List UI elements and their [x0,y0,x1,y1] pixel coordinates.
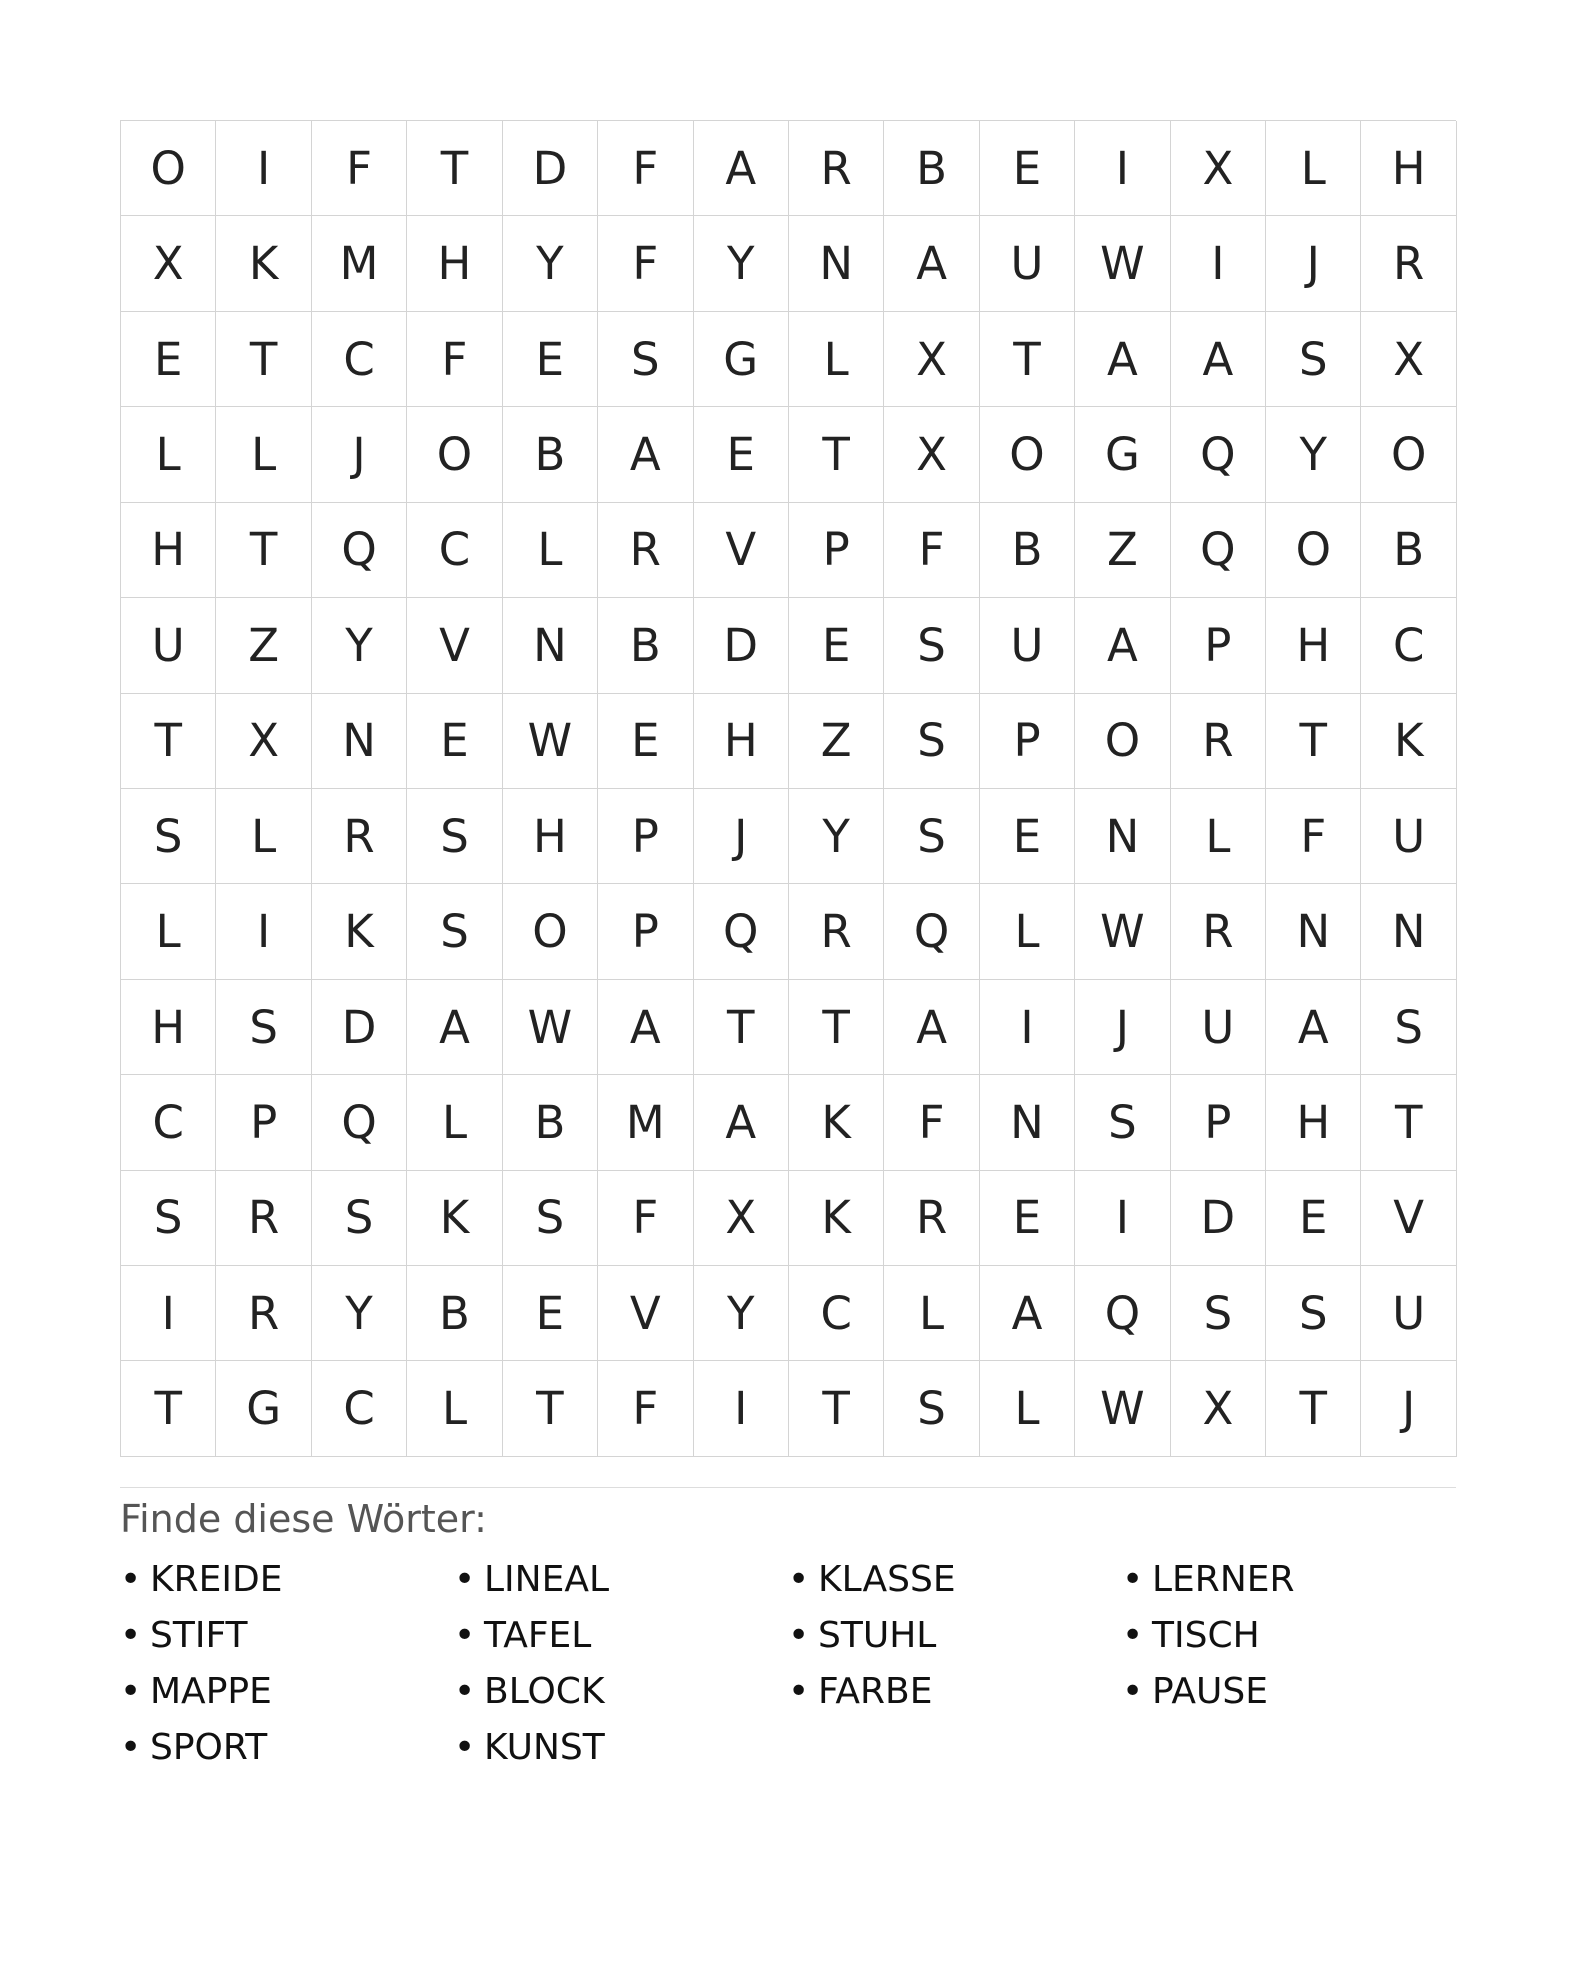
grid-cell[interactable]: X [216,694,311,789]
grid-cell[interactable]: G [216,1361,311,1456]
word-label: FARBE [818,1670,933,1712]
grid-cell[interactable]: E [503,312,598,407]
grid-cell[interactable]: T [1266,694,1361,789]
grid-cell[interactable]: T [121,694,216,789]
grid-cell[interactable]: S [884,598,979,693]
grid-cell[interactable]: Y [694,1266,789,1361]
grid-cell[interactable]: K [789,1075,884,1170]
word-label: KLASSE [818,1558,956,1600]
word-list-item [120,1664,454,1720]
bullet-icon: • [788,1558,810,1600]
grid-cell[interactable]: T [980,312,1075,407]
bullet-icon: • [1122,1670,1144,1712]
grid-cell[interactable]: D [1171,1171,1266,1266]
grid-cell[interactable]: V [598,1266,693,1361]
bullet-icon: • [1122,1558,1144,1600]
grid-cell[interactable]: P [598,789,693,884]
grid-cell[interactable]: F [884,503,979,598]
grid-cell[interactable]: O [1075,694,1170,789]
grid-cell[interactable]: U [1171,980,1266,1075]
grid-cell[interactable]: P [1171,1075,1266,1170]
grid-cell[interactable]: E [598,694,693,789]
grid-cell[interactable]: L [980,884,1075,979]
grid-cell[interactable]: C [789,1266,884,1361]
grid-cell[interactable]: F [598,1361,693,1456]
grid-cell[interactable]: C [312,312,407,407]
grid-cell[interactable]: T [121,1361,216,1456]
divider [120,1487,1456,1488]
word-list-item [788,1552,1122,1608]
letter-grid [120,120,1456,1457]
grid-cell[interactable]: Y [789,789,884,884]
grid-cell[interactable]: C [407,503,502,598]
grid-cell[interactable]: Q [1171,407,1266,502]
grid-cell[interactable]: N [1361,884,1456,979]
word-list-item [788,1608,1122,1664]
grid-cell[interactable]: T [407,121,502,216]
grid-cell[interactable]: G [694,312,789,407]
grid-cell[interactable]: N [980,1075,1075,1170]
grid-cell[interactable]: L [216,407,311,502]
grid-cell[interactable]: Q [1075,1266,1170,1361]
grid-cell[interactable]: X [1171,1361,1266,1456]
grid-cell[interactable]: O [503,884,598,979]
grid-cell[interactable]: Q [312,503,407,598]
grid-cell[interactable]: E [121,312,216,407]
grid-cell[interactable]: A [980,1266,1075,1361]
word-label: LINEAL [484,1558,610,1600]
word-list [120,1552,1456,1776]
bullet-icon: • [454,1614,476,1656]
grid-cell[interactable]: T [216,312,311,407]
grid-cell[interactable]: P [980,694,1075,789]
word-list-item [120,1552,454,1608]
grid-cell[interactable]: M [598,1075,693,1170]
grid-cell[interactable]: I [1171,216,1266,311]
grid-cell[interactable]: M [312,216,407,311]
grid-cell[interactable]: W [503,694,598,789]
grid-cell[interactable]: A [1075,598,1170,693]
grid-cell[interactable]: N [789,216,884,311]
bullet-icon: • [454,1670,476,1712]
grid-cell[interactable]: U [121,598,216,693]
grid-cell[interactable]: F [1266,789,1361,884]
grid-cell[interactable]: O [1361,407,1456,502]
grid-cell[interactable]: L [1171,789,1266,884]
grid-cell[interactable]: A [407,980,502,1075]
grid-cell[interactable]: N [503,598,598,693]
word-label: TISCH [1152,1614,1260,1656]
grid-cell[interactable]: S [1266,312,1361,407]
grid-cell[interactable]: P [216,1075,311,1170]
grid-cell[interactable]: Q [694,884,789,979]
grid-cell[interactable]: J [1075,980,1170,1075]
grid-cell[interactable]: I [216,884,311,979]
grid-cell[interactable]: P [789,503,884,598]
grid-cell[interactable]: A [694,1075,789,1170]
grid-cell[interactable]: D [694,598,789,693]
grid-cell[interactable]: H [694,694,789,789]
grid-cell[interactable]: A [598,407,693,502]
grid-cell[interactable]: A [884,216,979,311]
grid-cell[interactable]: A [598,980,693,1075]
grid-cell[interactable]: H [1266,1075,1361,1170]
grid-cell[interactable]: X [694,1171,789,1266]
grid-cell[interactable]: E [694,407,789,502]
grid-cell[interactable]: K [1361,694,1456,789]
grid-cell[interactable]: R [598,503,693,598]
grid-cell[interactable]: T [503,1361,598,1456]
grid-cell[interactable]: P [598,884,693,979]
word-list-item [454,1720,788,1776]
grid-cell[interactable]: R [1171,884,1266,979]
word-label: KREIDE [150,1558,283,1600]
grid-cell[interactable]: T [789,407,884,502]
grid-cell[interactable]: H [1266,598,1361,693]
grid-cell[interactable]: F [312,121,407,216]
word-label: BLOCK [484,1670,605,1712]
grid-cell[interactable]: J [1361,1361,1456,1456]
word-label: STIFT [150,1614,248,1656]
word-list-item [454,1664,788,1720]
grid-cell[interactable]: R [312,789,407,884]
grid-cell[interactable]: A [1075,312,1170,407]
grid-cell[interactable]: T [694,980,789,1075]
word-list-item [1122,1552,1456,1608]
grid-cell[interactable]: W [1075,1361,1170,1456]
grid-cell[interactable]: R [216,1171,311,1266]
grid-cell[interactable]: W [503,980,598,1075]
grid-cell[interactable]: B [884,121,979,216]
grid-cell[interactable]: S [1266,1266,1361,1361]
grid-cell[interactable]: R [789,884,884,979]
grid-cell[interactable]: B [598,598,693,693]
grid-cell[interactable]: F [884,1075,979,1170]
grid-cell[interactable]: H [503,789,598,884]
grid-cell[interactable]: U [1361,1266,1456,1361]
grid-cell[interactable]: B [503,1075,598,1170]
word-list-item [454,1552,788,1608]
grid-cell[interactable]: E [407,694,502,789]
grid-cell[interactable]: U [980,216,1075,311]
grid-cell[interactable]: B [407,1266,502,1361]
grid-cell[interactable]: I [980,980,1075,1075]
grid-cell[interactable]: H [121,503,216,598]
grid-cell[interactable]: V [407,598,502,693]
grid-cell[interactable]: T [789,1361,884,1456]
grid-cell[interactable]: I [694,1361,789,1456]
word-label: SPORT [150,1726,268,1768]
grid-cell[interactable]: X [1361,312,1456,407]
word-list-item [1122,1608,1456,1664]
grid-cell[interactable]: X [884,312,979,407]
word-search-puzzle [120,120,1456,1776]
word-label: TAFEL [484,1614,592,1656]
grid-cell[interactable]: V [1361,1171,1456,1266]
grid-cell[interactable]: S [216,980,311,1075]
bullet-icon: • [120,1614,142,1656]
grid-cell[interactable]: T [1361,1075,1456,1170]
grid-cell[interactable]: Y [1266,407,1361,502]
word-list-item [120,1720,454,1776]
grid-cell[interactable]: O [407,407,502,502]
grid-cell[interactable]: K [216,216,311,311]
grid-cell[interactable]: B [1361,503,1456,598]
grid-cell[interactable]: H [121,980,216,1075]
grid-cell[interactable]: S [312,1171,407,1266]
grid-cell[interactable]: O [1266,503,1361,598]
grid-cell[interactable]: L [789,312,884,407]
grid-cell[interactable]: K [312,884,407,979]
grid-cell[interactable]: W [1075,884,1170,979]
grid-cell[interactable]: F [598,1171,693,1266]
word-list-item [1122,1664,1456,1720]
grid-cell[interactable]: S [121,789,216,884]
bullet-icon: • [120,1726,142,1768]
grid-cell[interactable]: L [216,789,311,884]
grid-cell[interactable]: A [1171,312,1266,407]
grid-cell[interactable]: Y [503,216,598,311]
word-label: PAUSE [1152,1670,1268,1712]
grid-cell[interactable]: I [1075,121,1170,216]
grid-cell[interactable]: E [980,1171,1075,1266]
bullet-icon: • [120,1670,142,1712]
grid-cell[interactable]: Y [312,598,407,693]
grid-cell[interactable]: L [121,407,216,502]
grid-cell[interactable]: O [980,407,1075,502]
grid-cell[interactable]: L [884,1266,979,1361]
grid-cell[interactable]: F [598,216,693,311]
grid-cell[interactable]: I [121,1266,216,1361]
grid-cell[interactable]: T [789,980,884,1075]
grid-cell[interactable]: S [1075,1075,1170,1170]
grid-cell[interactable]: T [216,503,311,598]
grid-cell[interactable]: A [1266,980,1361,1075]
grid-cell[interactable]: H [407,216,502,311]
grid-cell[interactable]: C [1361,598,1456,693]
grid-cell[interactable]: U [980,598,1075,693]
grid-cell[interactable]: S [1361,980,1456,1075]
word-list-item [120,1608,454,1664]
word-label: LERNER [1152,1558,1295,1600]
grid-cell[interactable]: C [312,1361,407,1456]
grid-cell[interactable]: Q [312,1075,407,1170]
bullet-icon: • [788,1670,810,1712]
grid-cell[interactable]: N [312,694,407,789]
grid-cell[interactable]: A [884,980,979,1075]
word-label: MAPPE [150,1670,272,1712]
grid-cell[interactable]: O [121,121,216,216]
grid-cell[interactable]: L [407,1075,502,1170]
grid-cell[interactable]: Q [884,884,979,979]
grid-cell[interactable]: U [1361,789,1456,884]
grid-cell[interactable]: N [1075,789,1170,884]
grid-cell[interactable]: L [121,884,216,979]
grid-cell[interactable]: B [503,407,598,502]
grid-cell[interactable]: I [216,121,311,216]
word-list-item [454,1608,788,1664]
grid-cell[interactable]: S [884,789,979,884]
grid-cell[interactable]: X [121,216,216,311]
grid-cell[interactable]: C [121,1075,216,1170]
grid-cell[interactable]: G [1075,407,1170,502]
grid-cell[interactable]: J [312,407,407,502]
word-label: STUHL [818,1614,937,1656]
grid-cell[interactable]: K [407,1171,502,1266]
grid-cell[interactable]: B [980,503,1075,598]
grid-cell[interactable]: E [980,789,1075,884]
grid-cell[interactable]: Z [789,694,884,789]
grid-cell[interactable]: R [884,1171,979,1266]
grid-cell[interactable]: S [407,789,502,884]
grid-cell[interactable]: Y [312,1266,407,1361]
grid-cell[interactable]: J [1266,216,1361,311]
word-list-title: Finde diese Wörter: [120,1496,487,1541]
word-label: KUNST [484,1726,605,1768]
grid-cell[interactable]: K [789,1171,884,1266]
grid-cell[interactable]: R [1361,216,1456,311]
grid-cell[interactable]: H [1361,121,1456,216]
bullet-icon: • [788,1614,810,1656]
grid-cell[interactable]: E [503,1266,598,1361]
grid-cell[interactable]: Z [1075,503,1170,598]
grid-cell[interactable]: S [407,884,502,979]
bullet-icon: • [120,1558,142,1600]
grid-cell[interactable]: Q [1171,503,1266,598]
grid-cell[interactable]: S [121,1171,216,1266]
grid-cell[interactable]: V [694,503,789,598]
grid-cell[interactable]: F [598,121,693,216]
bullet-icon: • [1122,1614,1144,1656]
grid-cell[interactable]: N [1266,884,1361,979]
grid-cell[interactable]: Y [694,216,789,311]
bullet-icon: • [454,1558,476,1600]
grid-cell[interactable]: A [694,121,789,216]
grid-cell[interactable]: D [503,121,598,216]
grid-cell[interactable]: X [884,407,979,502]
grid-cell[interactable]: Z [216,598,311,693]
grid-cell[interactable]: D [312,980,407,1075]
grid-cell[interactable]: S [1171,1266,1266,1361]
grid-cell[interactable]: P [1171,598,1266,693]
grid-cell[interactable]: L [980,1361,1075,1456]
grid-cell[interactable]: S [503,1171,598,1266]
grid-cell[interactable]: S [598,312,693,407]
grid-cell[interactable]: R [216,1266,311,1361]
grid-cell[interactable]: L [1266,121,1361,216]
word-list-item [788,1664,1122,1720]
bullet-icon: • [454,1726,476,1768]
grid-cell[interactable]: R [1171,694,1266,789]
grid-cell[interactable]: L [503,503,598,598]
grid-cell[interactable]: E [1266,1171,1361,1266]
grid-cell[interactable]: S [884,1361,979,1456]
grid-cell[interactable]: L [407,1361,502,1456]
grid-cell[interactable]: R [789,121,884,216]
grid-cell[interactable]: F [407,312,502,407]
grid-cell[interactable]: E [789,598,884,693]
grid-cell[interactable]: E [980,121,1075,216]
grid-cell[interactable]: T [1266,1361,1361,1456]
grid-cell[interactable]: X [1171,121,1266,216]
grid-cell[interactable]: I [1075,1171,1170,1266]
grid-cell[interactable]: J [694,789,789,884]
grid-cell[interactable]: W [1075,216,1170,311]
grid-cell[interactable]: S [884,694,979,789]
